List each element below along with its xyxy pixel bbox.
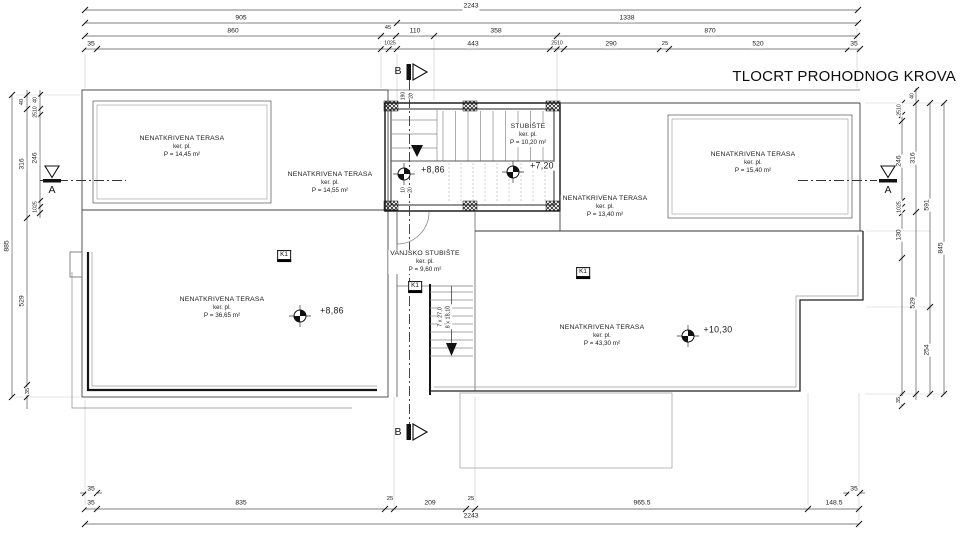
dim-label: 35: [87, 485, 95, 493]
dim-label: 110: [409, 27, 421, 35]
elevation-label: +7,20: [530, 160, 554, 171]
dim-label: 1025: [384, 40, 396, 47]
drawing-title: TLOCRT PROHODNOG KROVA: [732, 68, 956, 85]
dim-label: 845: [937, 242, 945, 254]
room-label-terrace-4330: [558, 324, 647, 348]
room-finish: ker. pl.: [173, 144, 191, 151]
room-name: NENATKRIVENA TERASA: [139, 135, 225, 142]
dim-label: 25: [386, 496, 394, 503]
k1-tag: K1: [576, 267, 590, 279]
door-swing-arc: [397, 212, 429, 244]
room-area: P = 9,60 m²: [408, 266, 442, 274]
dim-label: 254: [923, 344, 931, 356]
dim-label: 905: [235, 14, 247, 22]
dim-label: 35: [850, 40, 858, 48]
dim-label: 2243: [463, 2, 479, 10]
room-label-terrace-1340: [561, 195, 650, 219]
dim-label: 591: [923, 199, 931, 211]
dim-label: 35: [87, 40, 95, 48]
dim-label: 2243: [463, 512, 479, 520]
room-label-stubiste: [508, 123, 548, 147]
room-name: NENATKRIVENA TERASA: [710, 151, 796, 158]
elevation-label: +8,86: [320, 305, 344, 316]
room-label-terrace-1445: [138, 135, 227, 159]
lower-floor-outline: [460, 393, 672, 468]
section-letter-a-left: A: [48, 184, 56, 196]
section-marker-a-right: [879, 166, 897, 183]
benchmark-symbol: [289, 305, 311, 327]
dim-label: 40: [19, 98, 26, 106]
dimension-lines: [12, 10, 944, 524]
dim-label: 246: [31, 152, 39, 164]
dim-label: 443: [467, 40, 479, 48]
room-finish: ker. pl.: [213, 305, 231, 312]
room-area: P = 43,30 m²: [583, 340, 621, 348]
section-letter-b-bottom: B: [394, 426, 402, 438]
outdoor-stair-arrow: [446, 343, 457, 356]
dim-label: 870: [704, 27, 716, 35]
dim-label: 965.5: [633, 499, 651, 507]
dim-label: 290: [605, 40, 617, 48]
dim-label: 190: [400, 91, 407, 101]
dim-label: 40: [32, 97, 39, 103]
room-name: NENATKRIVENA TERASA: [559, 324, 645, 331]
dim-label: 35: [87, 499, 95, 507]
dim-label: 148.5: [825, 499, 843, 507]
dim-label: 20: [408, 93, 415, 99]
section-marker-b-top: [407, 64, 428, 80]
dim-label: 885: [3, 240, 11, 252]
dim-label: 130: [895, 229, 903, 241]
dim-label: 25: [661, 41, 669, 48]
elevation-label: +10,30: [703, 324, 733, 335]
room-finish: ker. pl.: [596, 204, 614, 211]
stair-direction-arrow: [411, 145, 423, 157]
dim-label: 1025: [32, 201, 39, 213]
room-label-terrace-1455: [286, 171, 375, 195]
room-name: NENATKRIVENA TERASA: [287, 171, 373, 178]
wall-hatch: [384, 101, 560, 211]
room-label-terrace-3665: [178, 296, 267, 320]
dim-label: 1338: [619, 14, 635, 22]
room-finish: ker. pl.: [416, 259, 434, 266]
room-name: STUBIŠTE: [510, 123, 546, 130]
dim-label: 246: [895, 155, 903, 167]
benchmark-symbol: [393, 163, 415, 185]
dim-label: 20: [407, 187, 414, 193]
dim-label: 1025: [896, 201, 903, 213]
room-finish: ker. pl.: [744, 160, 762, 167]
section-letter-b-top: B: [394, 65, 402, 77]
stair-run-note: 8 x 18,10: [445, 305, 452, 329]
dim-label: 35: [25, 387, 32, 395]
right-block: [430, 103, 863, 391]
stair-run-note: 7 x 27,0: [437, 307, 444, 327]
dim-label: 45: [384, 25, 392, 32]
dim-label: 10: [400, 187, 407, 193]
dim-label: 40: [909, 93, 916, 99]
room-finish: ker. pl.: [519, 132, 537, 139]
room-finish: ker. pl.: [321, 180, 339, 187]
room-label-terrace-1540: [709, 151, 798, 175]
room-area: P = 10,20 m²: [509, 139, 547, 147]
room-name: NENATKRIVENA TERASA: [562, 195, 648, 202]
elevation-label: +8,86: [421, 164, 445, 175]
room-finish: ker. pl.: [593, 333, 611, 340]
k1-tag: K1: [408, 281, 422, 293]
room-area: P = 14,45 m²: [163, 151, 201, 159]
section-letter-a-right: A: [884, 184, 892, 196]
dim-label: 860: [227, 27, 239, 35]
dim-label: 25: [467, 496, 475, 503]
outdoor-stair: [397, 211, 475, 397]
dim-label: 529: [18, 295, 26, 307]
room-area: P = 36,65 m²: [203, 312, 241, 320]
room-area: P = 14,55 m²: [311, 187, 349, 195]
dim-label: 520: [752, 40, 764, 48]
room-label-vanjsko-stubiste: [388, 250, 462, 274]
dim-label: 316: [18, 158, 26, 170]
k1-tag: K1: [277, 250, 291, 262]
dimension-ticks: [9, 7, 947, 527]
dim-label: 2510: [896, 104, 903, 116]
dim-label: 2510: [551, 40, 563, 47]
dim-label: 209: [424, 499, 436, 507]
room-name: VANJSKO STUBIŠTE: [390, 250, 460, 257]
benchmark-symbol: [677, 325, 699, 347]
dim-label: 835: [235, 499, 247, 507]
room-name: NENATKRIVENA TERASA: [179, 296, 265, 303]
witness-lines: [16, 25, 948, 520]
room-area: P = 15,40 m²: [734, 167, 772, 175]
dim-label: 358: [490, 27, 502, 35]
section-marker-a-left: [43, 166, 61, 183]
dim-label: 35: [896, 396, 903, 404]
room-area: P = 13,40 m²: [586, 211, 624, 219]
dim-label: 316: [909, 152, 917, 164]
section-marker-b-bottom: [407, 424, 428, 440]
dim-label: 2510: [32, 106, 39, 118]
dim-label: 529: [909, 297, 917, 309]
dim-label: 35: [850, 485, 858, 493]
